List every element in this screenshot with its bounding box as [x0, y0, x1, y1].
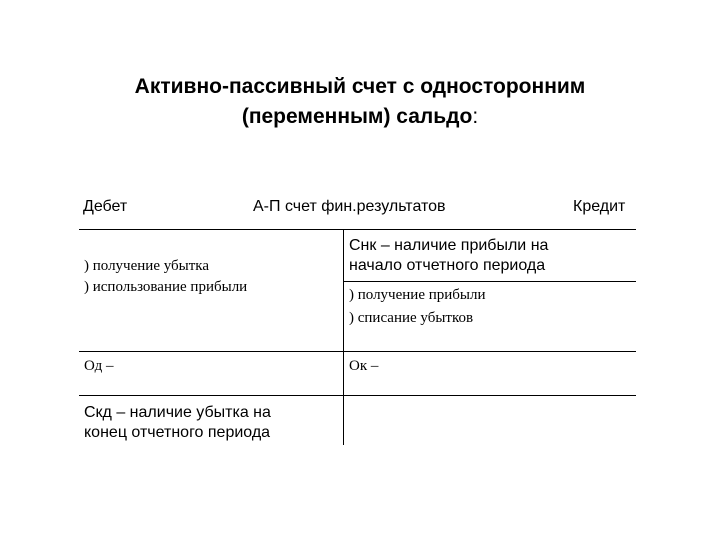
- slide-title: [60, 72, 660, 132]
- t-account-divider: [343, 229, 344, 445]
- turnover-separator: [79, 351, 636, 352]
- debit-turnover-item: ) использование прибыли: [84, 279, 248, 295]
- t-account-top-line: [79, 229, 636, 230]
- credit-turnover-item: ) получение прибыли: [349, 287, 486, 303]
- title-line-2: [60, 102, 660, 132]
- credit-turnover-total: Ок –: [349, 358, 379, 374]
- debit-closing-balance: Скд – наличие убытка на: [84, 404, 271, 421]
- title-line-1: Активно-пассивный счет с односторонним: [134, 75, 586, 98]
- title-colon: :: [472, 105, 479, 128]
- debit-turnover-item: ) получение убытка: [84, 258, 210, 274]
- debit-label: Дебет: [83, 198, 128, 215]
- title-line-2-text: (переменным) сальдо: [241, 105, 473, 128]
- credit-opening-balance: Снк – наличие прибыли на: [349, 237, 549, 254]
- credit-opening-separator: [344, 281, 636, 282]
- credit-opening-balance: начало отчетного периода: [349, 257, 546, 274]
- closing-balance-separator: [79, 395, 636, 396]
- account-name: А-П счет фин.результатов: [253, 198, 446, 215]
- debit-turnover-total: Од –: [84, 358, 114, 374]
- credit-turnover-item: ) списание убытков: [349, 310, 474, 326]
- credit-label: Кредит: [573, 198, 626, 215]
- debit-closing-balance: конец отчетного периода: [84, 424, 271, 441]
